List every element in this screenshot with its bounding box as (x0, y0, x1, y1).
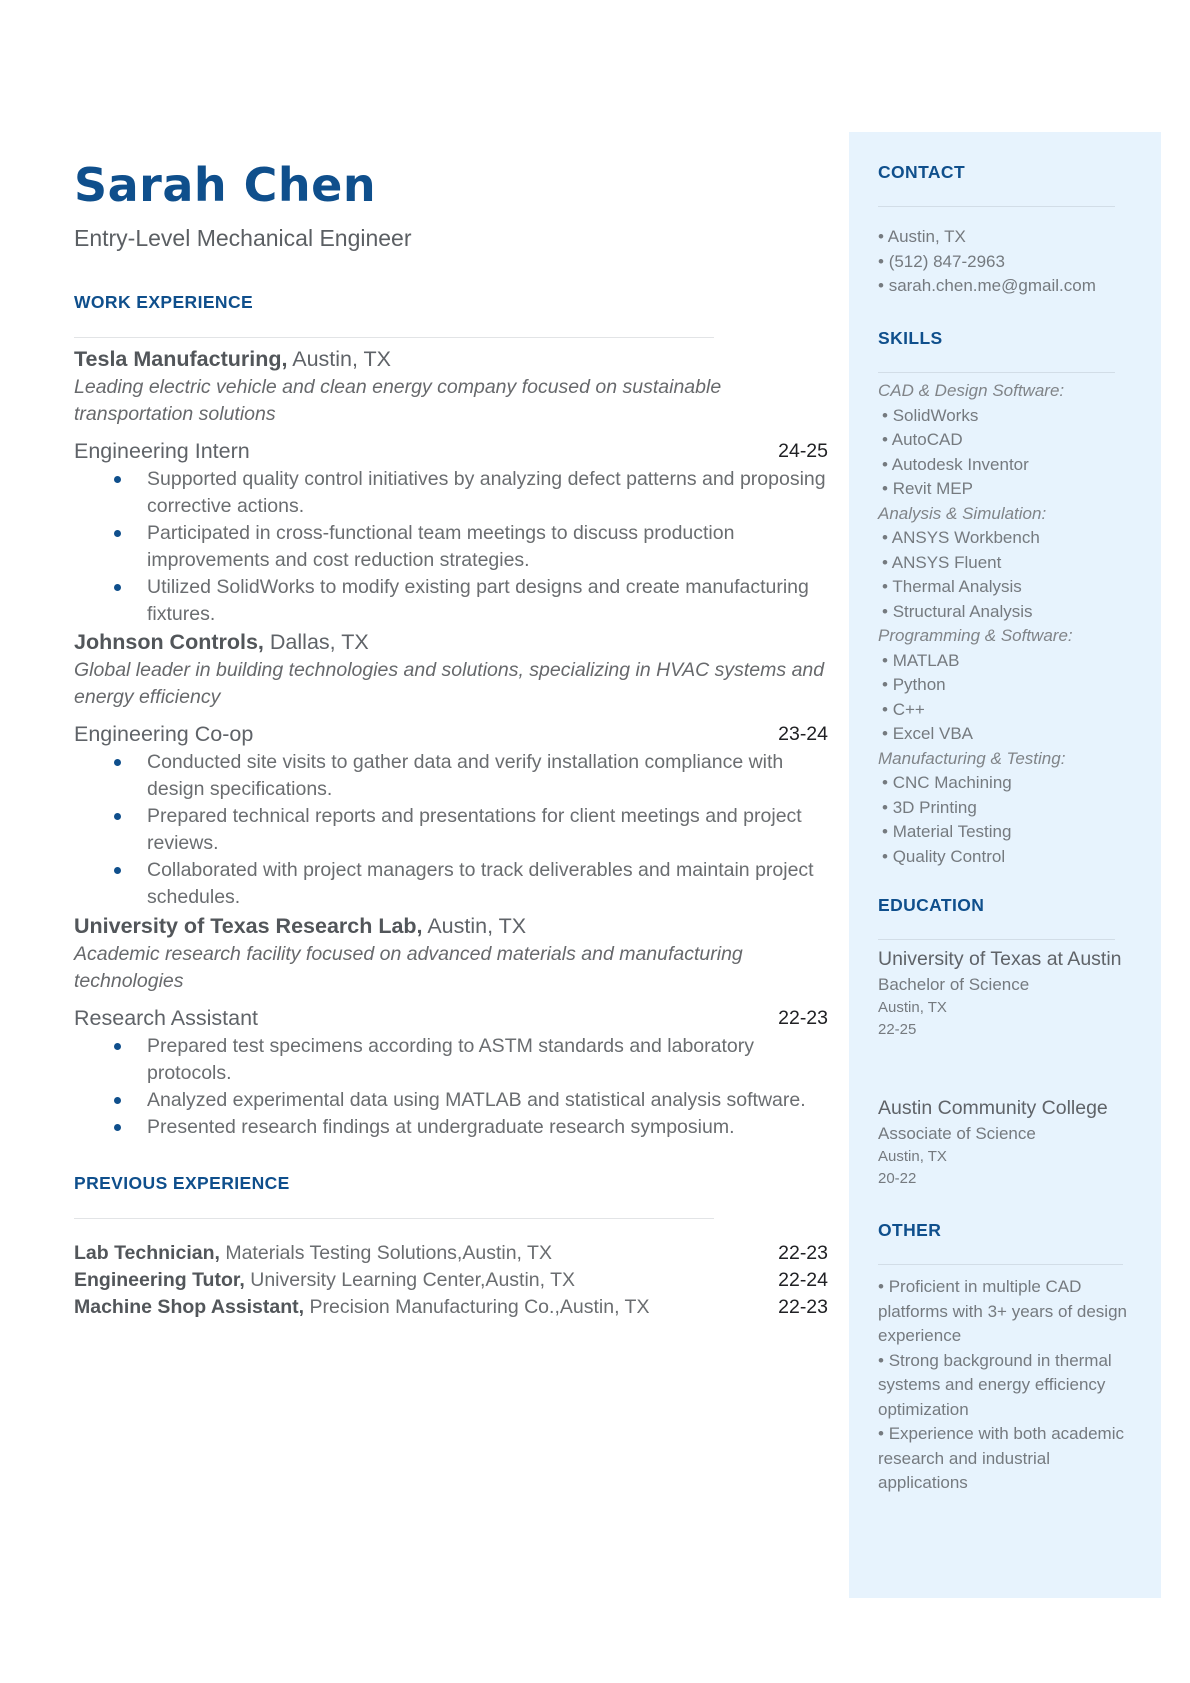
skill-item: • Structural Analysis (878, 600, 1128, 625)
job-dates: 24-25 (778, 440, 828, 462)
skill-category: Manufacturing & Testing: (878, 748, 1066, 768)
company-location: Austin, TX (292, 347, 392, 371)
company-location: Austin, TX (427, 914, 527, 938)
contact-list (878, 225, 1128, 299)
section-divider (74, 337, 714, 338)
skill-item: • SolidWorks (878, 404, 1128, 429)
company-name: University of Texas Research Lab, (74, 914, 423, 938)
edu-dates: 20-22 (878, 1170, 917, 1187)
previous-role (74, 1240, 828, 1267)
previous-role-dates: 22-23 (778, 1242, 828, 1264)
bullet-item: Prepared technical reports and presentations for client meetings and project reviews. (74, 803, 828, 857)
sidebar-divider (878, 372, 1115, 373)
previous-role-title: Machine Shop Assistant, (74, 1296, 305, 1318)
bullet-item: Prepared test specimens according to ASTM standards and laboratory protocols. (74, 1033, 828, 1087)
contact-phone: • (512) 847-2963 (878, 250, 1128, 275)
skill-category: Analysis & Simulation: (878, 503, 1047, 523)
other-item: • Experience with both academic research and industrial applications (878, 1422, 1128, 1496)
bullet-item: Utilized SolidWorks to modify existing part designs and create manufacturing fixtures. (74, 574, 828, 628)
previous-role-dates: 22-23 (778, 1296, 828, 1318)
section-divider (74, 1218, 714, 1219)
skill-item: • C++ (878, 698, 1128, 723)
job-entry (74, 628, 828, 911)
company-name: Johnson Controls, (74, 630, 264, 654)
job-dates: 22-23 (778, 1007, 828, 1029)
skill-item: • CNC Machining (878, 771, 1128, 796)
edu-location: Austin, TX (878, 999, 947, 1016)
company-description: Leading electric vehicle and clean energy company focused on sustainable transportation solutions (74, 376, 722, 425)
skill-item: • Autodesk Inventor (878, 453, 1128, 478)
previous-role (74, 1267, 828, 1294)
section-title-skills: SKILLS (878, 328, 943, 348)
education-entry (878, 946, 1128, 1041)
section-title-education: EDUCATION (878, 895, 985, 915)
skills-block (878, 379, 1128, 869)
skill-item: • ANSYS Fluent (878, 551, 1128, 576)
edu-school: University of Texas at Austin (878, 948, 1122, 970)
company-line (74, 628, 828, 656)
company-description: Global leader in building technologies and solutions, specializing in HVAC systems and energy efficiency (74, 659, 825, 708)
section-title-work-experience: WORK EXPERIENCE (74, 292, 254, 312)
education-entry (878, 1095, 1138, 1190)
skill-item: • Thermal Analysis (878, 575, 1128, 600)
job-bullets (74, 466, 828, 628)
company-name: Tesla Manufacturing, (74, 347, 288, 371)
bullet-item: Collaborated with project managers to track deliverables and maintain project schedules. (74, 857, 828, 911)
bullet-item: Participated in cross-functional team meetings to discuss production improvements and cost reduction strategies. (74, 520, 828, 574)
job-bullets (74, 749, 828, 911)
edu-location: Austin, TX (878, 1148, 947, 1165)
skill-item: • Python (878, 673, 1128, 698)
company-description: Academic research facility focused on advanced materials and manufacturing technologies (74, 943, 743, 992)
edu-degree: Bachelor of Science (878, 975, 1030, 994)
skill-item: • Quality Control (878, 845, 1128, 870)
previous-role-title: Engineering Tutor, (74, 1269, 245, 1291)
edu-dates: 22-25 (878, 1021, 917, 1038)
section-title-other: OTHER (878, 1220, 942, 1240)
other-block (878, 1275, 1128, 1496)
job-role: Engineering Co-op (74, 722, 254, 746)
previous-role-org: Materials Testing Solutions,Austin, TX (225, 1242, 552, 1264)
skill-category: CAD & Design Software: (878, 381, 1065, 400)
bullet-item: Analyzed experimental data using MATLAB and statistical analysis software. (74, 1087, 828, 1114)
job-entry (74, 912, 828, 1141)
job-role: Engineering Intern (74, 439, 250, 463)
skill-item: • AutoCAD (878, 428, 1128, 453)
edu-degree: Associate of Science (878, 1124, 1036, 1143)
skill-category: Programming & Software: (878, 626, 1073, 645)
other-item: • Proficient in multiple CAD platforms with 3+ years of design experience (878, 1275, 1128, 1349)
previous-role-org: University Learning Center,Austin, TX (250, 1269, 576, 1291)
sidebar-divider (878, 206, 1115, 207)
bullet-item: Conducted site visits to gather data and verify installation compliance with design specifications. (74, 749, 828, 803)
previous-role-org: Precision Manufacturing Co.,Austin, TX (309, 1296, 650, 1318)
skill-item: • Revit MEP (878, 477, 1128, 502)
candidate-name: Sarah Chen (74, 158, 377, 212)
contact-block (878, 225, 1128, 299)
previous-role-dates: 22-24 (778, 1269, 828, 1291)
sidebar-divider (878, 939, 1115, 940)
other-list (878, 1275, 1128, 1496)
skill-item: • MATLAB (878, 649, 1128, 674)
company-line (74, 345, 828, 373)
section-title-contact: CONTACT (878, 162, 966, 182)
company-line (74, 912, 828, 940)
role-row (74, 1003, 828, 1033)
job-dates: 23-24 (778, 723, 828, 745)
job-entry (74, 345, 828, 628)
job-bullets (74, 1033, 828, 1141)
role-row (74, 719, 828, 749)
section-title-previous-experience: PREVIOUS EXPERIENCE (74, 1173, 290, 1193)
skill-item: • ANSYS Workbench (878, 526, 1128, 551)
job-role: Research Assistant (74, 1006, 259, 1030)
sidebar-divider (878, 1264, 1123, 1265)
previous-role-title: Lab Technician, (74, 1242, 220, 1264)
bullet-item: Presented research findings at undergraduate research symposium. (74, 1114, 828, 1141)
contact-location: • Austin, TX (878, 225, 1128, 250)
skill-item: • 3D Printing (878, 796, 1128, 821)
skill-item: • Material Testing (878, 820, 1128, 845)
contact-email: • sarah.chen.me@gmail.com (878, 274, 1128, 299)
other-item: • Strong background in thermal systems and energy efficiency optimization (878, 1349, 1128, 1423)
company-location: Dallas, TX (269, 630, 369, 654)
skill-item: • Excel VBA (878, 722, 1128, 747)
edu-school: Austin Community College (878, 1097, 1108, 1119)
previous-role (74, 1294, 828, 1321)
candidate-headline: Entry-Level Mechanical Engineer (74, 225, 412, 251)
role-row (74, 436, 828, 466)
bullet-item: Supported quality control initiatives by analyzing defect patterns and proposing corrective actions. (74, 466, 828, 520)
